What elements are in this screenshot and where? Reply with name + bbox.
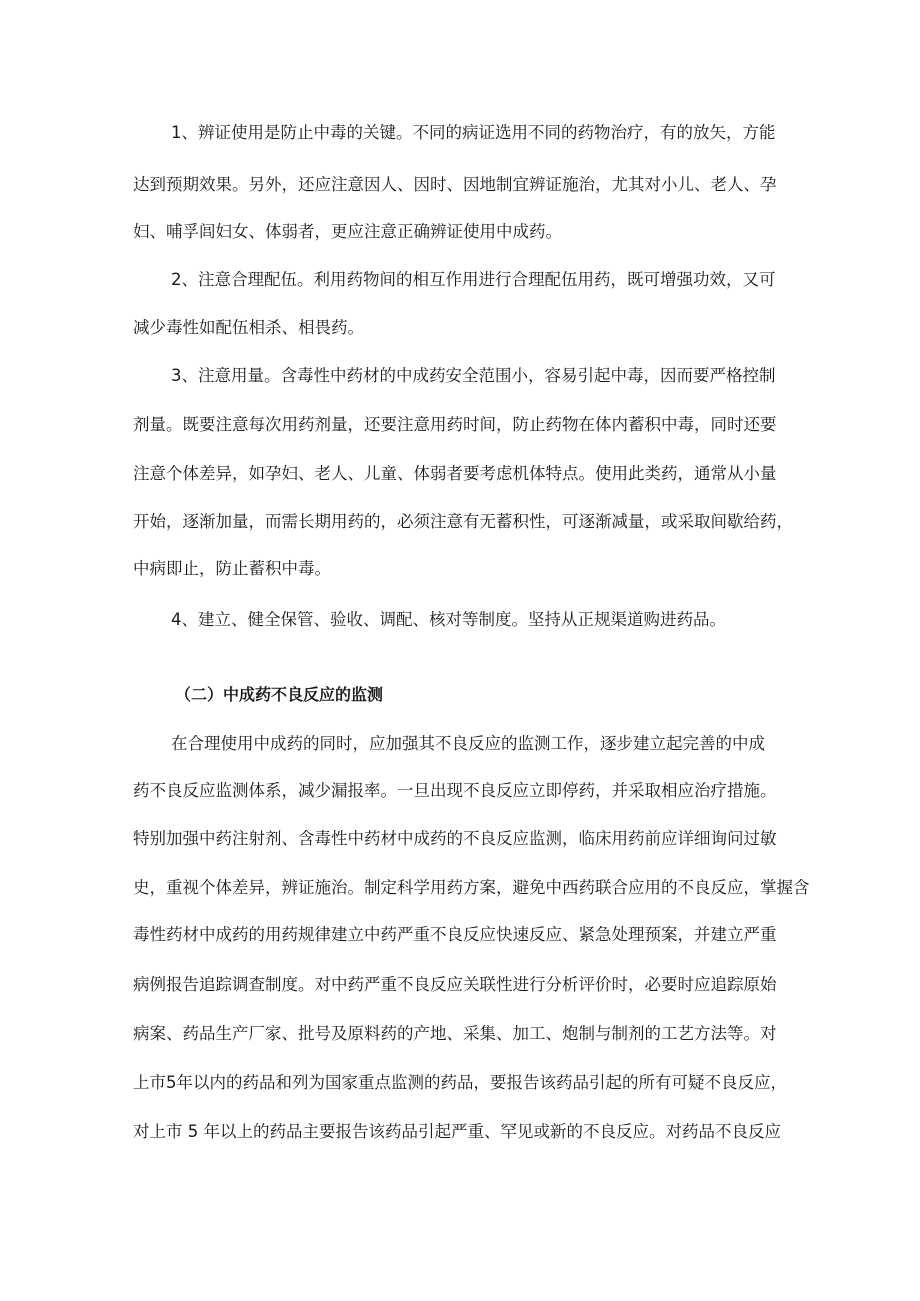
section-body-line-5: 毒性药材中成药的用药规律建立中药严重不良反应快速反应、紧急处理预案，并建立严重 [133, 925, 777, 944]
paragraph-3-line-1: 3、注意用量。含毒性中药材的中成药安全范围小，容易引起中毒，因而要严格控制 [171, 366, 776, 385]
paragraph-3-line-2: 剂量。既要注意每次用药剂量，还要注意用药时间，防止药物在体内蓄积中毒，同时还要 [133, 415, 777, 434]
section-body-line-8: 上市5年以内的药品和列为国家重点监测的药品，要报告该药品引起的所有可疑不良反应， [133, 1073, 787, 1092]
section-body-line-7: 病案、药品生产厂家、批号及原料药的产地、采集、加工、炮制与制剂的工艺方法等。对 [133, 1024, 777, 1043]
section-body-line-6: 病例报告追踪调查制度。对中药严重不良反应关联性进行分析评价时，必要时应追踪原始 [133, 975, 777, 994]
section-body-line-4: 史，重视个体差异，辨证施治。制定科学用药方案，避免中西药联合应用的不良反应，掌握含 [133, 878, 810, 897]
section-heading: （二）中成药不良反应的监测 [175, 685, 384, 704]
paragraph-3-line-3: 注意个体差异，如孕妇、老人、儿童、体弱者要考虑机体特点。使用此类药，通常从小量 [133, 464, 777, 483]
section-body-line-2: 药不良反应监测体系，减少漏报率。一旦出现不良反应立即停药，并采取相应治疗措施。 [133, 781, 777, 800]
paragraph-3-line-5: 中病即止，防止蓄积中毒。 [133, 559, 331, 578]
paragraph-2-line-2: 减少毒性如配伍相杀、相畏药。 [133, 318, 364, 337]
section-body-line-9: 对上市 5 年以上的药品主要报告该药品引起严重、罕见或新的不良反应。对药品不良反应 [133, 1122, 781, 1141]
section-body-line-3: 特别加强中药注射剂、含毒性中药材中成药的不良反应监测，临床用药前应详细询问过敏 [133, 829, 777, 848]
paragraph-1-line-3: 妇、哺孚闾妇女、体弱者，更应注意正确辨证使用中成药。 [133, 222, 562, 241]
paragraph-1-line-2: 达到预期效果。另外，还应注意因人、因时、因地制宜辨证施治，尤其对小儿、老人、孕 [133, 175, 777, 194]
paragraph-3-line-4: 开始，逐渐加量，而需长期用药的，必须注意有无蓄积性，可逐渐减量，或采取间歇给药， [133, 512, 793, 531]
section-body-line-1: 在合理使用中成药的同时，应加强其不良反应的监测工作，逐步建立起完善的中成 [171, 734, 765, 753]
paragraph-2-line-1: 2、注意合理配伍。利用药物间的相互作用进行合理配伍用药，既可增强功效，又可 [171, 270, 776, 289]
paragraph-4-line-1: 4、建立、健全保管、验收、调配、核对等制度。坚持从正规渠道购进药品。 [171, 610, 726, 629]
paragraph-1-line-1: 1、辨证使用是防止中毒的关键。不同的病证选用不同的药物治疗，有的放矢，方能 [171, 123, 776, 142]
